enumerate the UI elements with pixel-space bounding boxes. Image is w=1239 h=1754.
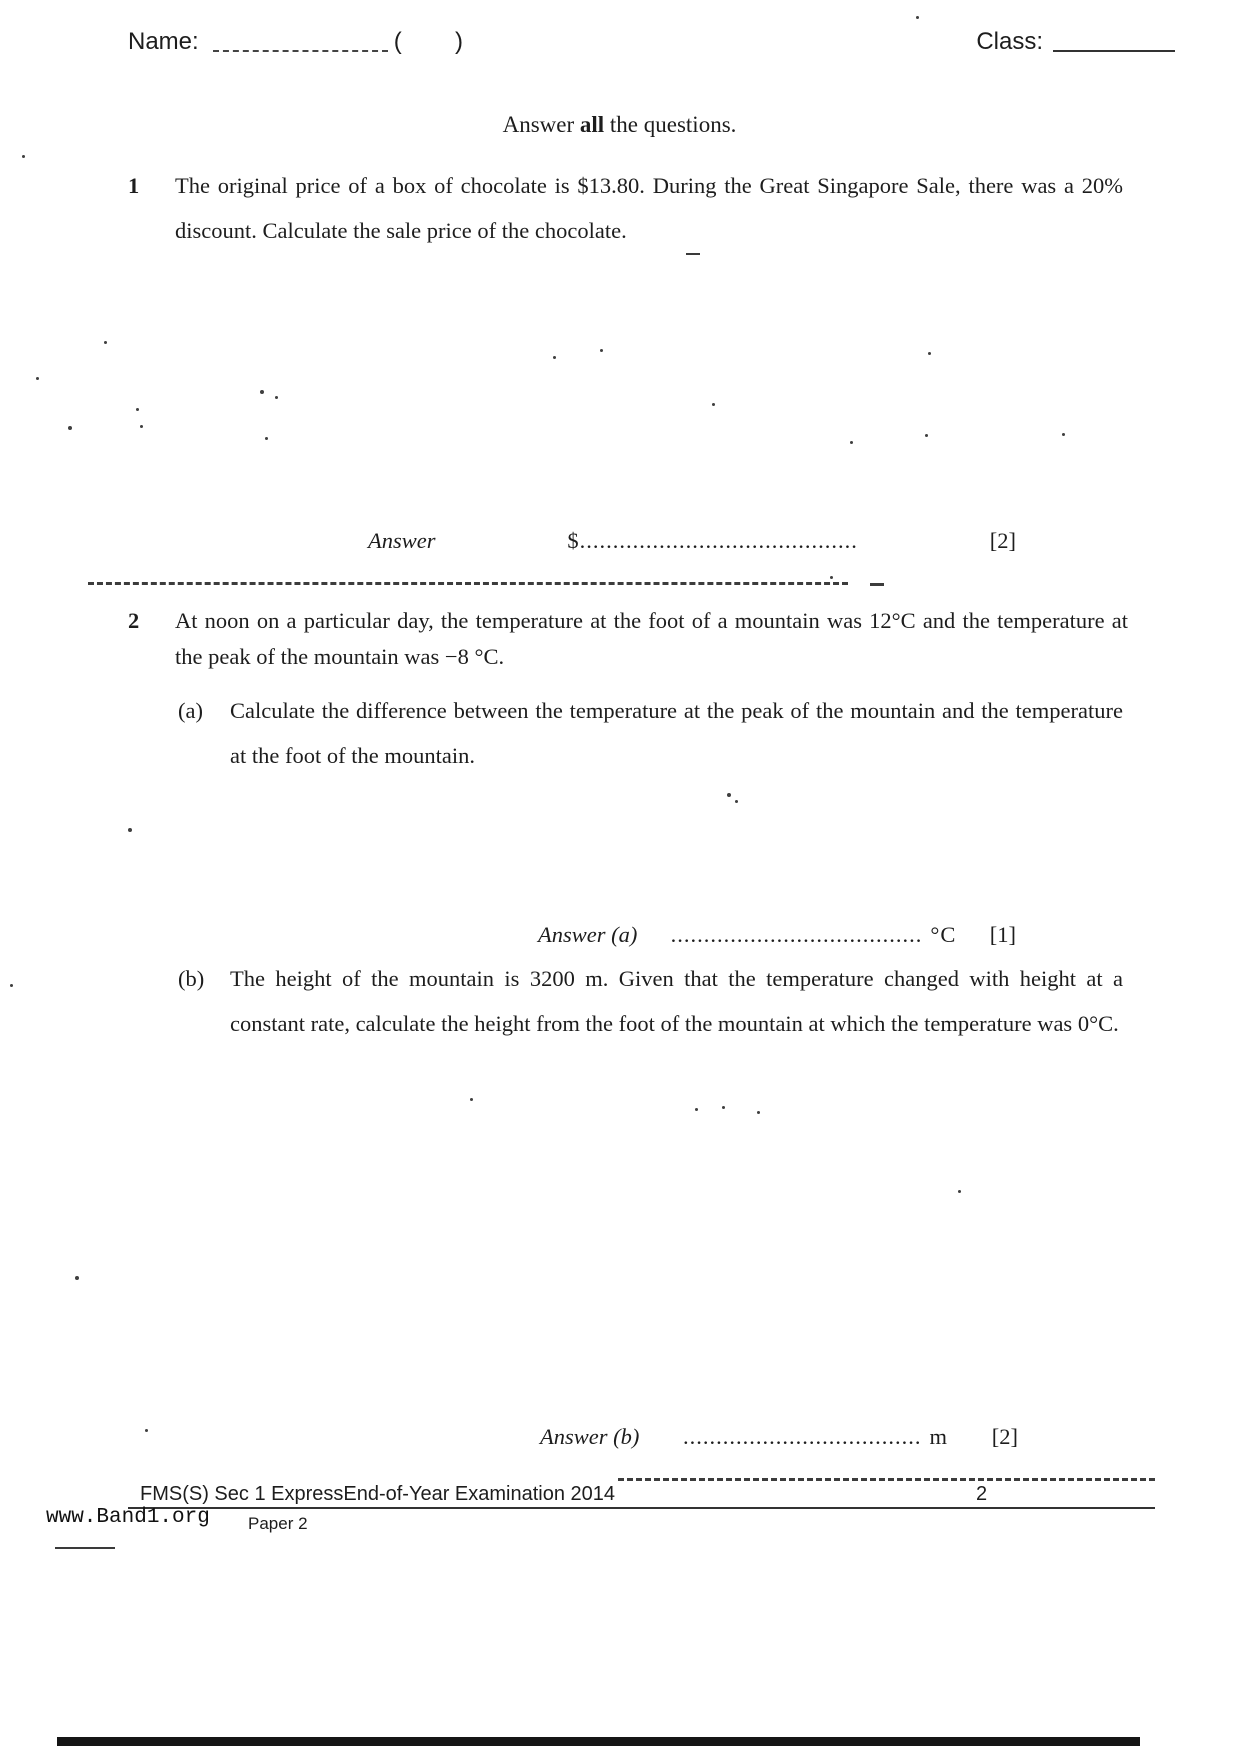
scan-speckle — [695, 1108, 698, 1111]
scan-speckle — [958, 1190, 961, 1193]
section-divider-dashed — [88, 582, 848, 585]
scan-speckle — [553, 356, 556, 359]
question-2b — [178, 956, 1123, 1046]
question-1-text: The original price of a box of chocolate is $13.80. During the Great Singapore Sale, there was a 20% discount. Calculate the sale price of the chocolate. — [175, 173, 1123, 243]
instruction-prefix: Answer — [502, 112, 580, 137]
question-2a-answer-label: Answer (a) — [538, 922, 638, 947]
question-2b-label: (b) — [178, 966, 205, 991]
scan-speckle — [850, 441, 853, 444]
question-2b-answer-label: Answer (b) — [540, 1424, 640, 1449]
question-2-text: At noon on a particular day, the temperature at the foot of a mountain was 12°C and the temperature at the peak of the mountain was −8 °C. — [175, 608, 1128, 670]
dotted-leader: ...................................... — [670, 922, 923, 947]
scan-dash-artifact — [686, 253, 700, 255]
question-1-answer-label: Answer — [368, 528, 436, 553]
scan-speckle — [600, 349, 603, 352]
question-1-answer-row — [368, 528, 1016, 554]
scan-bottom-bar — [57, 1737, 1140, 1746]
scan-speckle — [925, 434, 928, 437]
question-2a-answer-blank — [671, 922, 957, 948]
question-2b-answer-blank — [683, 1424, 948, 1450]
scan-speckle — [1062, 433, 1065, 436]
instruction-line — [0, 112, 1239, 138]
question-2-number: 2 — [128, 608, 140, 633]
name-field — [128, 28, 463, 56]
scan-speckle — [928, 352, 931, 355]
question-2 — [128, 603, 1128, 676]
scan-speckle — [830, 576, 833, 579]
class-field — [976, 28, 1175, 56]
question-2b-answer-row — [540, 1424, 1018, 1450]
currency-prefix: $ — [567, 528, 580, 553]
scan-speckle — [757, 1111, 760, 1114]
question-1-answer-blank — [567, 528, 858, 554]
name-label: Name: — [128, 28, 199, 55]
instruction-suffix: the questions. — [604, 112, 737, 137]
scan-speckle — [36, 377, 39, 380]
question-2b-marks: [2] — [991, 1424, 1018, 1449]
name-blank-line — [213, 30, 388, 52]
unit-celsius: °C — [930, 922, 957, 947]
scan-speckle — [470, 1098, 473, 1101]
dotted-leader: .................................... — [683, 1424, 922, 1449]
footer-dash-line — [618, 1478, 1155, 1481]
scan-speckle — [735, 800, 738, 803]
scan-speckle — [722, 1106, 725, 1109]
footer-rule — [128, 1507, 1155, 1509]
footer-exam-title: FMS(S) Sec 1 ExpressEnd-of-Year Examination 2014 — [140, 1483, 616, 1505]
question-2a-answer-row — [538, 922, 1016, 948]
scan-speckle — [68, 426, 72, 430]
scan-speckle — [265, 437, 268, 440]
question-1-marks: [2] — [989, 528, 1016, 553]
scan-speckle — [260, 390, 264, 394]
scan-dash-artifact — [55, 1547, 115, 1549]
register-number-brackets: ( ) — [393, 28, 464, 55]
question-1-number: 1 — [128, 173, 140, 198]
scan-speckle — [136, 408, 139, 411]
header — [128, 28, 1175, 56]
scan-speckle — [10, 984, 13, 987]
section-divider-fragment — [870, 583, 884, 586]
scan-speckle — [145, 1429, 148, 1432]
scan-speckle — [275, 396, 278, 399]
scan-speckle — [75, 1276, 79, 1280]
question-2b-text: The height of the mountain is 3200 m. Given that the temperature changed with height at a constant rate, calculate the height from the foot of the mountain at which the temperature was 0°C. — [230, 966, 1123, 1036]
question-2a-text: Calculate the difference between the temperature at the peak of the mountain and the temperature at the foot of the mountain. — [230, 698, 1123, 768]
class-label: Class: — [976, 28, 1043, 55]
question-2a — [178, 688, 1123, 778]
scan-speckle — [712, 403, 715, 406]
scan-speckle — [140, 425, 143, 428]
footer-page-number: 2 — [976, 1483, 988, 1505]
question-1 — [128, 163, 1123, 253]
dotted-leader: .......................................... — [579, 528, 858, 553]
unit-metres: m — [929, 1424, 949, 1449]
scan-speckle — [22, 155, 25, 158]
watermark-url: www.Band1.org — [46, 1506, 210, 1529]
scan-speckle — [104, 341, 107, 344]
instruction-bold: all — [579, 112, 605, 137]
question-2a-marks: [1] — [989, 922, 1016, 947]
scan-speckle — [916, 16, 919, 19]
question-2a-label: (a) — [178, 698, 203, 723]
scan-speckle — [128, 828, 132, 832]
footer-paper-label: Paper 2 — [248, 1514, 308, 1533]
scan-speckle — [727, 793, 731, 797]
class-blank-line — [1053, 30, 1175, 52]
